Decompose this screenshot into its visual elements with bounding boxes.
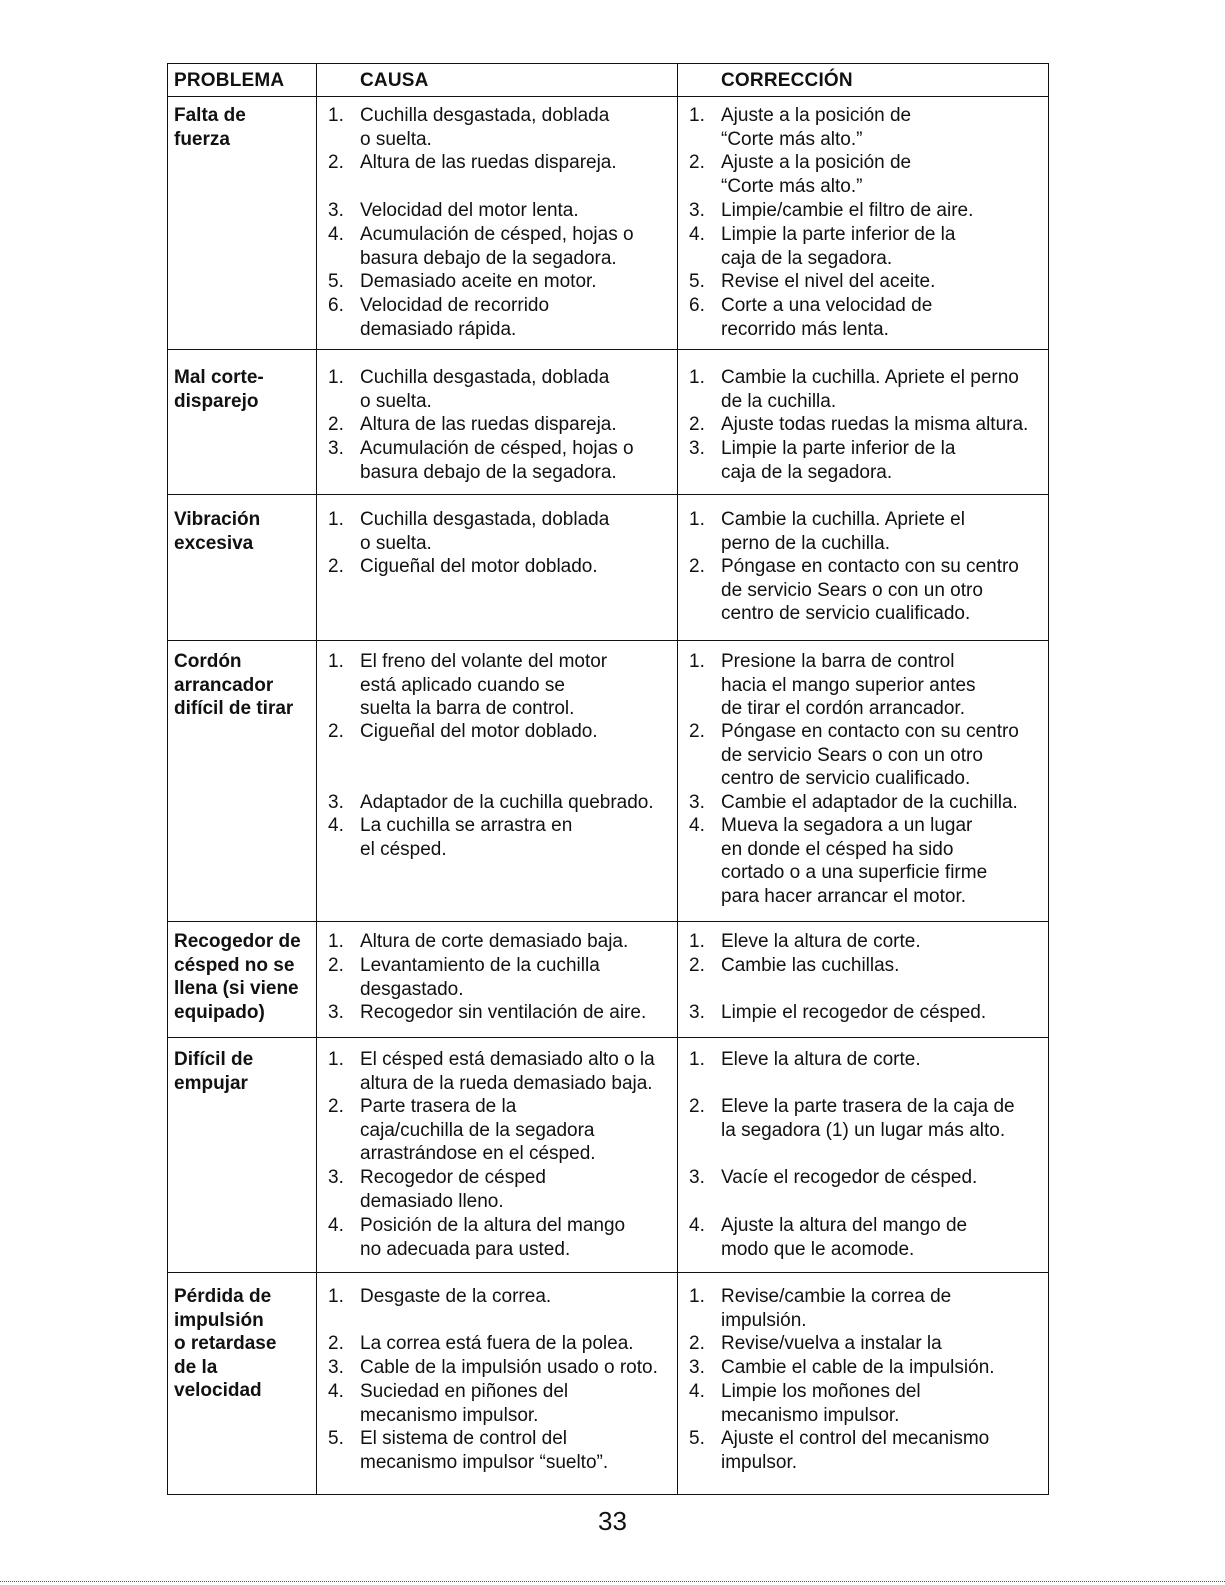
- problem-label: Pérdida de impulsión o retardase de la velocidad: [174, 1286, 277, 1401]
- correction-text: Póngase en contacto con su centro de servicio Sears o con un otro centro de servicio cualificado.: [721, 556, 1019, 624]
- scan-edge-divider: [0, 1581, 1225, 1582]
- correction-number: 1.: [689, 367, 705, 388]
- correction-number: 3.: [689, 1357, 705, 1378]
- cause-text: Cuchilla desgastada, doblada o suelta.: [360, 509, 610, 554]
- correction-text: Mueva la segadora a un lugar en donde el césped ha sido cortado o a una superficie firme para hacer arrancar el motor.: [721, 815, 988, 907]
- correction-number: 2.: [689, 955, 705, 976]
- cause-number: 4.: [328, 1215, 344, 1236]
- correction-text: Cambie la cuchilla. Apriete el perno de la cuchilla.: [721, 367, 1019, 412]
- cause-number: 2.: [328, 1096, 344, 1117]
- cause-number: 3.: [328, 1002, 344, 1023]
- problem-label: Difícil de empujar: [174, 1049, 254, 1094]
- correction-text: Eleve la altura de corte.: [721, 1049, 921, 1070]
- correction-number: 3.: [689, 438, 705, 459]
- cause-number: 2.: [328, 556, 344, 577]
- problem-label: Falta de fuerza: [174, 105, 246, 150]
- cause-number: 2.: [328, 414, 344, 435]
- correction-number: 5.: [689, 1428, 705, 1449]
- cause-number: 3.: [328, 1357, 344, 1378]
- cause-text: Suciedad en piñones del mecanismo impulsor.: [360, 1381, 569, 1426]
- row-divider: [168, 1037, 1048, 1038]
- cause-number: 2.: [328, 955, 344, 976]
- correction-text: Eleve la altura de corte.: [721, 931, 921, 952]
- cause-number: 1.: [328, 367, 344, 388]
- correction-number: 4.: [689, 1381, 705, 1402]
- cause-text: Desgaste de la correa.: [360, 1286, 552, 1307]
- problem-label: Cordón arrancador difícil de tirar: [174, 651, 294, 719]
- cause-number: 5.: [328, 1428, 344, 1449]
- cause-text: El sistema de control del mecanismo impulsor “suelto”.: [360, 1428, 609, 1473]
- correction-number: 2.: [689, 414, 705, 435]
- correction-text: Revise el nivel del aceite.: [721, 271, 936, 292]
- correction-text: Ajuste la altura del mango de modo que le acomode.: [721, 1215, 968, 1260]
- column-divider-causa: [677, 64, 678, 1494]
- header-causa: CAUSA: [360, 70, 429, 91]
- correction-number: 2.: [689, 556, 705, 577]
- correction-text: Ajuste a la posición de “Corte más alto.”: [721, 152, 912, 197]
- cause-text: Altura de las ruedas dispareja.: [360, 152, 617, 173]
- cause-text: El freno del volante del motor está aplicado cuando se suelta la barra de control.: [360, 651, 608, 719]
- correction-text: Ajuste el control del mecanismo impulsor.: [721, 1428, 990, 1473]
- cause-number: 3.: [328, 200, 344, 221]
- correction-number: 4.: [689, 1215, 705, 1236]
- header-correccion: CORRECCIÓN: [721, 70, 853, 91]
- cause-text: Acumulación de césped, hojas o basura debajo de la segadora.: [360, 438, 634, 483]
- correction-number: 2.: [689, 721, 705, 742]
- cause-text: El césped está demasiado alto o la altura de la rueda demasiado baja.: [360, 1049, 655, 1094]
- correction-text: Ajuste todas ruedas la misma altura.: [721, 414, 1029, 435]
- cause-number: 2.: [328, 721, 344, 742]
- column-divider-problema: [316, 64, 317, 1494]
- cause-number: 1.: [328, 105, 344, 126]
- cause-text: Cigueñal del motor doblado.: [360, 721, 598, 742]
- correction-number: 1.: [689, 105, 705, 126]
- correction-number: 1.: [689, 1049, 705, 1070]
- cause-text: Demasiado aceite en motor.: [360, 271, 597, 292]
- row-divider: [168, 349, 1048, 350]
- correction-number: 2.: [689, 152, 705, 173]
- cause-text: La correa está fuera de la polea.: [360, 1333, 634, 1354]
- problem-label: Recogedor de césped no se llena (si viene equipado): [174, 931, 301, 1023]
- correction-text: Limpie/cambie el filtro de aire.: [721, 200, 974, 221]
- correction-text: Eleve la parte trasera de la caja de la segadora (1) un lugar más alto.: [721, 1096, 1015, 1141]
- cause-number: 4.: [328, 815, 344, 836]
- row-divider: [168, 921, 1048, 922]
- row-divider: [168, 494, 1048, 495]
- correction-text: Cambie el cable de la impulsión.: [721, 1357, 995, 1378]
- cause-number: 1.: [328, 651, 344, 672]
- cause-text: Altura de corte demasiado baja.: [360, 931, 629, 952]
- correction-text: Limpie la parte inferior de la caja de la segadora.: [721, 224, 956, 269]
- correction-text: Vacíe el recogedor de césped.: [721, 1167, 978, 1188]
- cause-text: Recogedor de césped demasiado lleno.: [360, 1167, 546, 1212]
- correction-number: 3.: [689, 1002, 705, 1023]
- cause-number: 2.: [328, 1333, 344, 1354]
- cause-number: 5.: [328, 271, 344, 292]
- cause-text: Cuchilla desgastada, doblada o suelta.: [360, 367, 610, 412]
- correction-number: 3.: [689, 1167, 705, 1188]
- correction-text: Corte a una velocidad de recorrido más lenta.: [721, 295, 933, 340]
- cause-text: Recogedor sin ventilación de aire.: [360, 1002, 647, 1023]
- cause-text: Velocidad del motor lenta.: [360, 200, 579, 221]
- correction-number: 3.: [689, 200, 705, 221]
- correction-text: Póngase en contacto con su centro de servicio Sears o con un otro centro de servicio cualificado.: [721, 721, 1019, 789]
- cause-number: 4.: [328, 1381, 344, 1402]
- correction-text: Cambie las cuchillas.: [721, 955, 900, 976]
- page-number: 33: [598, 1506, 627, 1536]
- cause-number: 1.: [328, 931, 344, 952]
- cause-text: Levantamiento de la cuchilla desgastado.: [360, 955, 600, 1000]
- troubleshooting-table: [167, 63, 1049, 1495]
- correction-text: Cambie la cuchilla. Apriete el perno de la cuchilla.: [721, 509, 965, 554]
- correction-number: 2.: [689, 1333, 705, 1354]
- cause-number: 3.: [328, 792, 344, 813]
- correction-number: 1.: [689, 509, 705, 530]
- cause-number: 4.: [328, 224, 344, 245]
- correction-text: Limpie la parte inferior de la caja de la segadora.: [721, 438, 956, 483]
- correction-number: 3.: [689, 792, 705, 813]
- cause-text: Velocidad de recorrido demasiado rápida.: [360, 295, 550, 340]
- cause-text: Cuchilla desgastada, doblada o suelta.: [360, 105, 610, 150]
- correction-number: 4.: [689, 815, 705, 836]
- problem-label: Mal corte- disparejo: [174, 367, 264, 412]
- correction-number: 1.: [689, 1286, 705, 1307]
- cause-text: Cigueñal del motor doblado.: [360, 556, 598, 577]
- cause-number: 1.: [328, 1286, 344, 1307]
- row-divider: [168, 1272, 1048, 1273]
- cause-text: La cuchilla se arrastra en el césped.: [360, 815, 573, 860]
- correction-number: 1.: [689, 651, 705, 672]
- cause-text: Adaptador de la cuchilla quebrado.: [360, 792, 654, 813]
- cause-text: Parte trasera de la caja/cuchilla de la segadora arrastrándose en el césped.: [360, 1096, 596, 1164]
- cause-number: 3.: [328, 438, 344, 459]
- cause-number: 1.: [328, 1049, 344, 1070]
- correction-text: Revise/vuelva a instalar la: [721, 1333, 942, 1354]
- correction-number: 2.: [689, 1096, 705, 1117]
- cause-number: 3.: [328, 1167, 344, 1188]
- row-divider: [168, 640, 1048, 641]
- cause-number: 2.: [328, 152, 344, 173]
- correction-text: Revise/cambie la correa de impulsión.: [721, 1286, 952, 1331]
- header-problema: PROBLEMA: [174, 70, 285, 91]
- header-divider: [168, 96, 1048, 97]
- cause-number: 1.: [328, 509, 344, 530]
- cause-text: Cable de la impulsión usado o roto.: [360, 1357, 658, 1378]
- correction-text: Presione la barra de control hacia el mango superior antes de tirar el cordón arrancador.: [721, 651, 976, 719]
- cause-text: Acumulación de césped, hojas o basura debajo de la segadora.: [360, 224, 634, 269]
- correction-number: 1.: [689, 931, 705, 952]
- cause-text: Posición de la altura del mango no adecuada para usted.: [360, 1215, 626, 1260]
- correction-number: 6.: [689, 295, 705, 316]
- correction-number: 4.: [689, 224, 705, 245]
- correction-text: Limpie los moñones del mecanismo impulsor.: [721, 1381, 921, 1426]
- correction-number: 5.: [689, 271, 705, 292]
- cause-number: 6.: [328, 295, 344, 316]
- cause-text: Altura de las ruedas dispareja.: [360, 414, 617, 435]
- correction-text: Limpie el recogedor de césped.: [721, 1002, 987, 1023]
- problem-label: Vibración excesiva: [174, 509, 261, 554]
- correction-text: Cambie el adaptador de la cuchilla.: [721, 792, 1018, 813]
- correction-text: Ajuste a la posición de “Corte más alto.”: [721, 105, 912, 150]
